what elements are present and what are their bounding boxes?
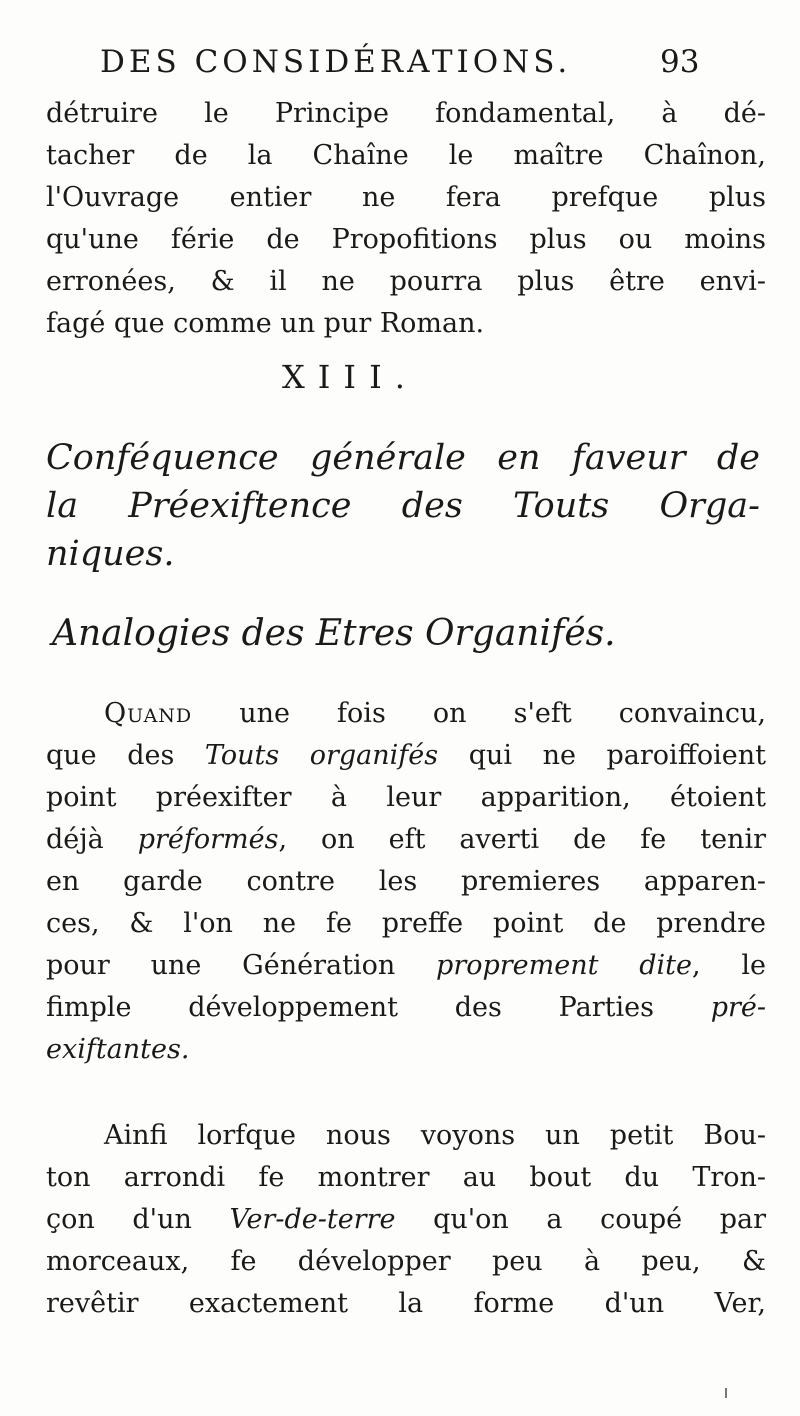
text-line: pour une Génération proprement dite, le — [46, 950, 767, 981]
text-line: ton arrondi fe montrer au bout du Tron- — [46, 1162, 766, 1193]
text-line: Quand une fois on s'eft convaincu, — [104, 698, 766, 729]
text-line: point préexifter à leur apparition, étoient — [46, 782, 766, 813]
text-line: Ainfi lorfque nous voyons un petit Bou- — [104, 1120, 766, 1151]
page-number: 93 — [660, 44, 700, 80]
text-line: morceaux, fe développer peu à peu, & — [46, 1246, 766, 1277]
italic-term: pré- — [710, 992, 766, 1023]
text-line: fagé que comme un pur Roman. — [46, 308, 485, 339]
section-title-line: la Préexiftence des Touts Orga- — [46, 486, 760, 526]
text-line: que des Touts organifés qui ne paroiffoient — [46, 740, 766, 771]
text-line: détruire le Principe fondamental, à dé- — [46, 98, 766, 129]
text-line: fimple développement des Parties pré- — [46, 992, 766, 1023]
drop-word: Quand — [104, 698, 193, 729]
italic-term: préformés — [137, 824, 279, 855]
section-title-line: Conféquence générale en faveur de — [46, 438, 760, 478]
section-title-line: niques. — [46, 534, 175, 574]
text-line: tacher de la Chaîne le maître Chaînon, — [46, 140, 766, 171]
text-line: revêtir exactement la forme d'un Ver, — [46, 1288, 766, 1319]
text-line: l'Ouvrage entier ne fera prefque plus — [46, 182, 766, 213]
text-line: erronées, & il ne pourra plus être envi- — [46, 266, 766, 297]
page-header — [0, 44, 800, 94]
text-line: ces, & l'on ne fe preffe point de prendre — [46, 908, 766, 939]
running-head: DES CONSIDÉRATIONS. — [100, 44, 572, 80]
text-line — [46, 1030, 766, 1070]
section-subtitle: Analogies des Etres Organifés. — [52, 613, 616, 654]
text-line: çon d'un Ver-de-terre qu'on a coupé par — [46, 1204, 766, 1235]
italic-term: exiftantes. — [46, 1034, 190, 1065]
italic-term: proprement dite — [436, 950, 693, 981]
italic-term: Touts organifés — [204, 740, 439, 771]
text-line: déjà préformés, on eft averti de fe tenir — [46, 824, 766, 855]
print-mark — [725, 1388, 727, 1398]
text-line: en garde contre les premieres apparen- — [46, 866, 766, 897]
section-number: XIII. — [282, 358, 418, 396]
italic-term: Ver-de-terre — [229, 1204, 396, 1235]
text-line: qu'une férie de Propofitions plus ou moins — [46, 224, 766, 255]
